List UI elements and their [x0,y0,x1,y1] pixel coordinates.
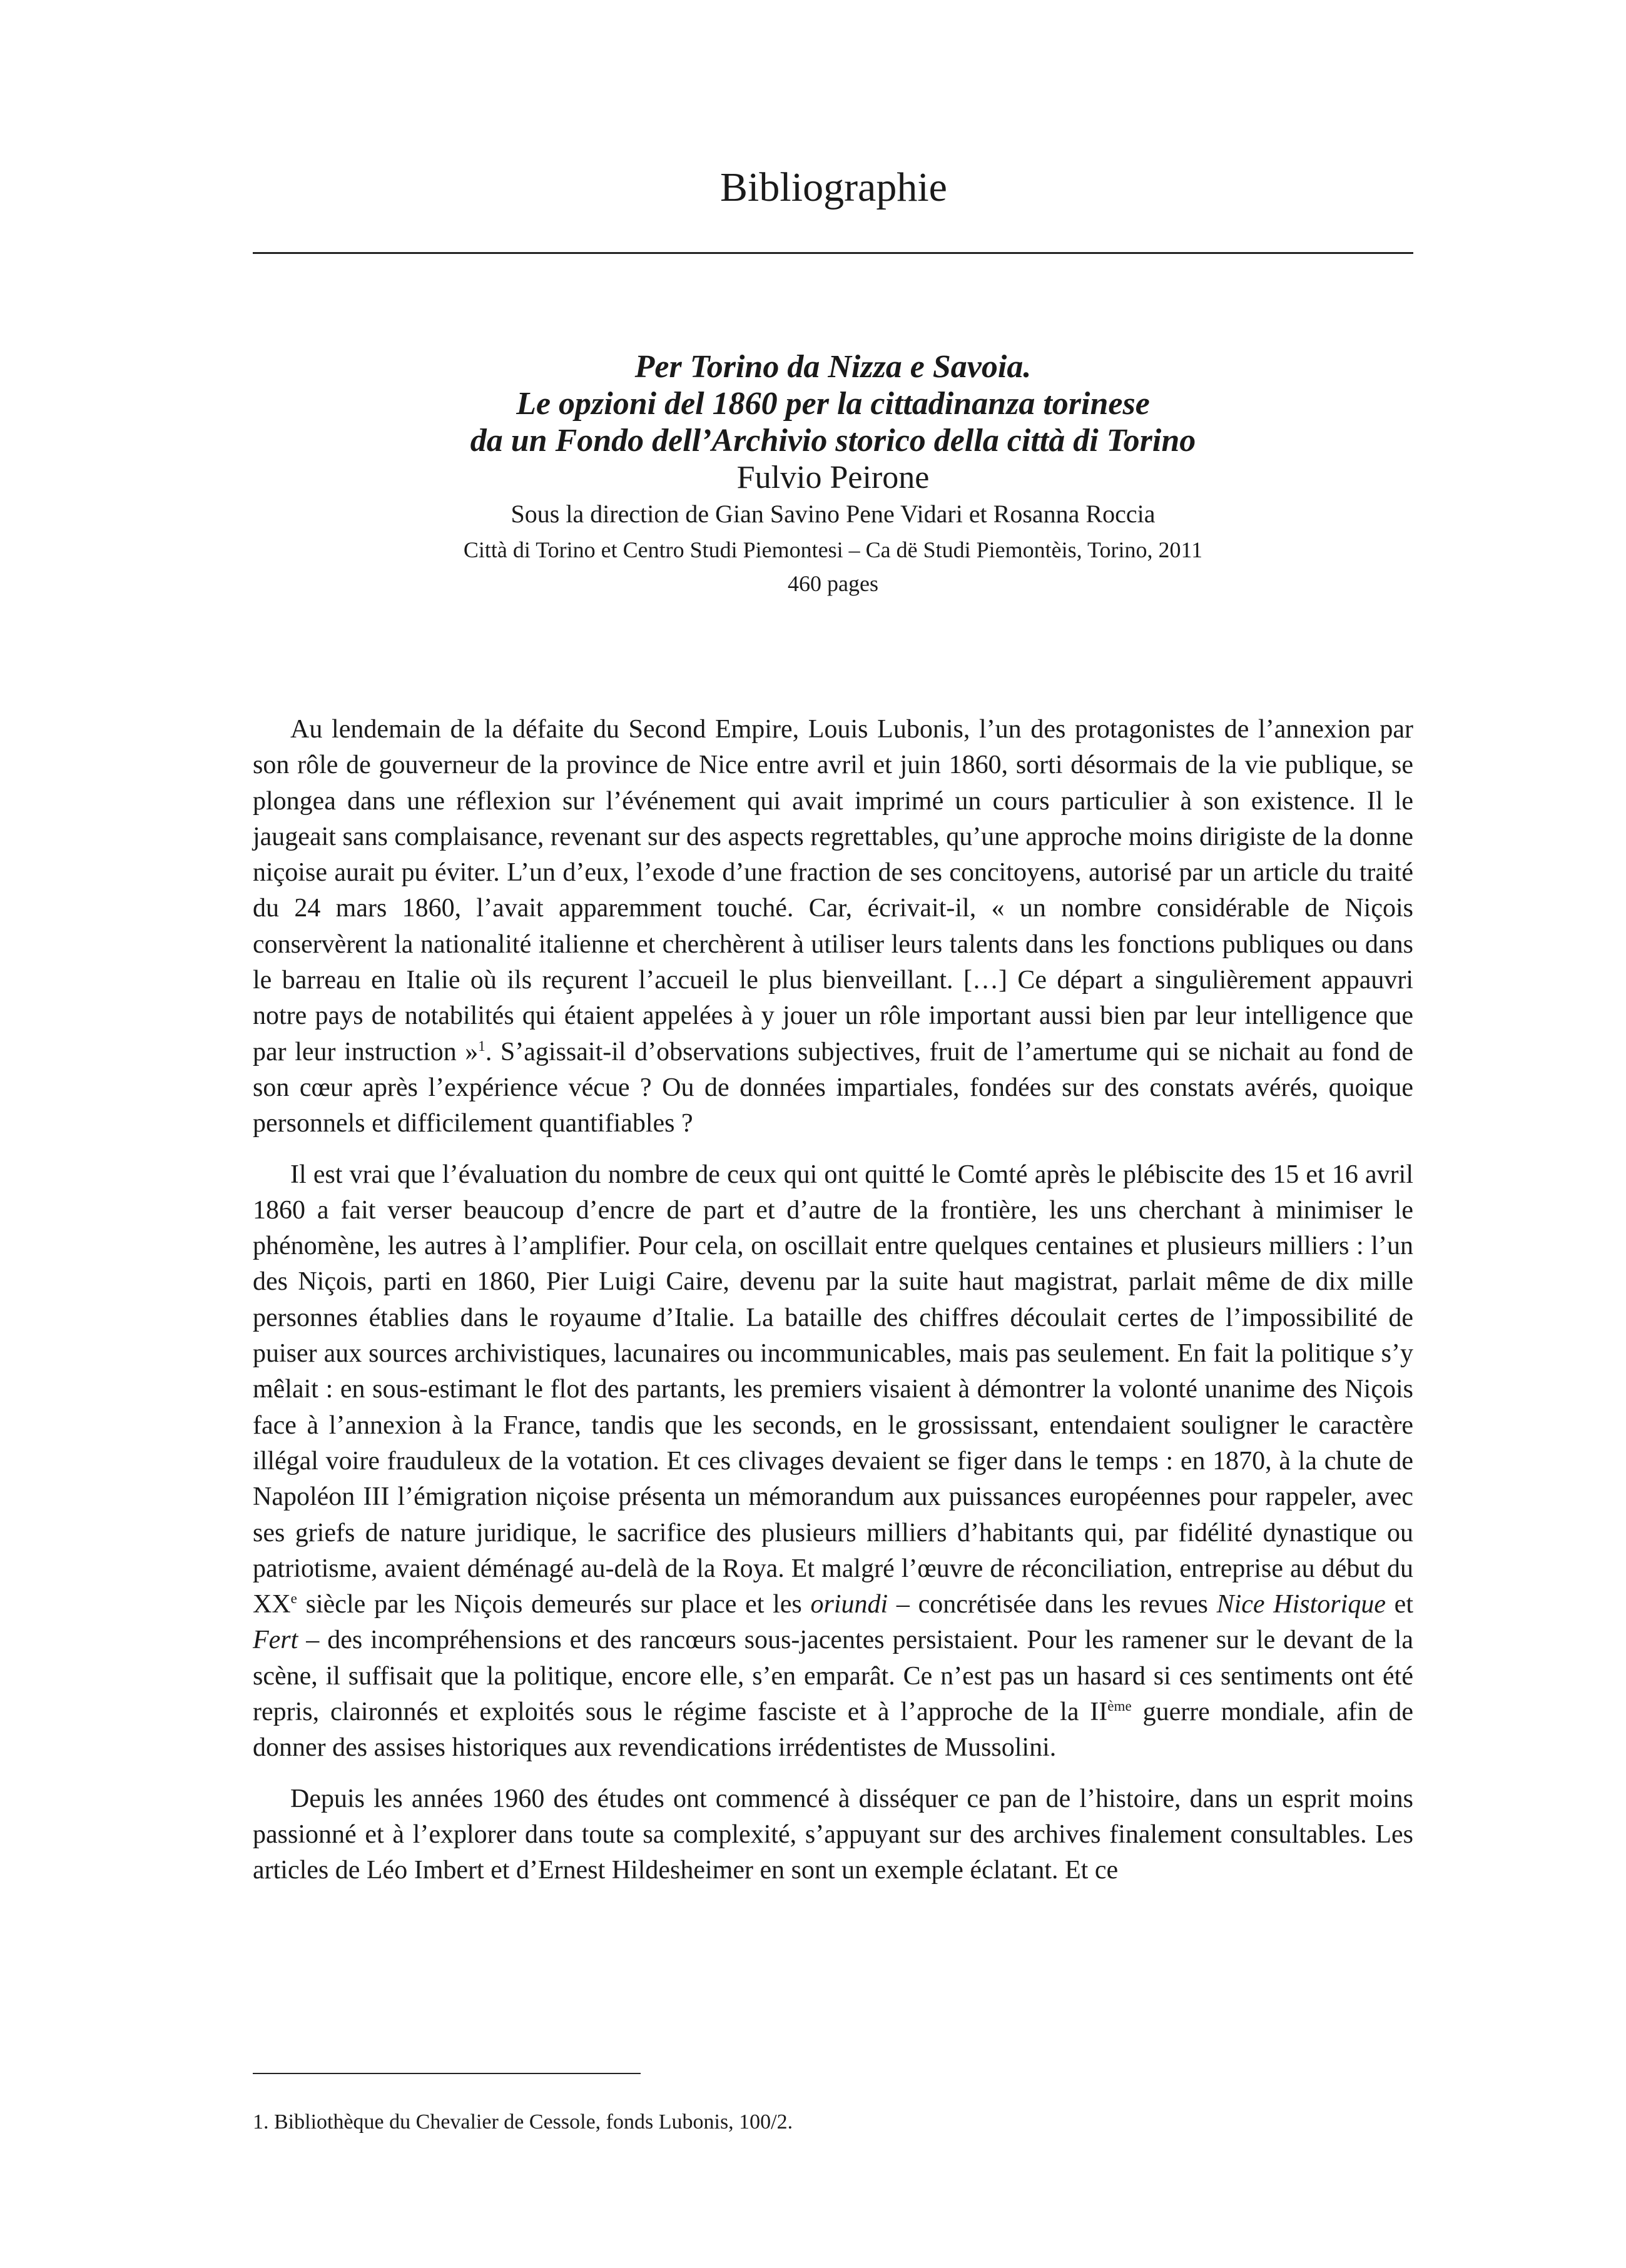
italic-journal-fert: Fert [253,1626,298,1655]
footnote-reference: 1 [478,1037,485,1054]
footnote: 1. Bibliothèque du Chevalier de Cessole, fonds Lubonis, 100/2. [253,2110,793,2134]
book-title-line-2: Le opzioni del 1860 per la cittadinanza torinese [516,386,1150,422]
italic-term-oriundi: oriundi [810,1590,888,1619]
paragraph-2-text-e: – des incompréhensions et des rancœurs sous-jacentes persistaient. Pour les ramener sur le devant de la scène, il suffisait que la politique, encore elle, s’en emparât. Ce n’est pas un hasard si ces sentiments ont été repris, claironnés et exploités sous le régime fasciste et à l’approche de la II [253,1626,1413,1727]
paragraph-2-text-c: – concrétisée dans les revues [888,1590,1217,1619]
paragraph-2-text-d: et [1385,1590,1413,1619]
italic-journal-nice-historique: Nice Historique [1216,1590,1386,1619]
paragraph-1 [253,712,1413,1142]
footnote-divider [253,2073,641,2074]
book-direction: Sous la direction de Gian Savino Pene Vidari et Rosanna Roccia [511,500,1156,528]
book-page-count: 460 pages [788,571,878,596]
book-author: Fulvio Peirone [736,460,930,495]
book-title-line-3: da un Fondo dell’Archivio storico della città di Torino [470,423,1196,458]
ordinal-superscript: ème [1107,1698,1132,1714]
book-title-line-1: Per Torino da Nizza e Savoia. [634,349,1032,385]
paragraph-1-text-cont: . S’agissait-il d’observations subjectives, fruit de l’amertume qui se nichait au fond de son cœur après l’expérience vécue ? Ou de données impartiales, fondées sur des constats avérés, quoique personnels et difficilement quantifiables ? [253,1037,1413,1138]
century-superscript: e [290,1590,297,1607]
book-publisher: Città di Torino et Centro Studi Piemontesi – Ca dë Studi Piemontèis, Torino, 2011 [463,537,1203,562]
book-reference [253,348,1413,599]
section-title: Bibliographie [720,165,947,210]
paragraph-2-text-f: guerre mondiale, afin de donner des assises historiques aux revendications irrédentistes de Mussolini. [253,1698,1414,1763]
paragraph-1-text: Au lendemain de la défaite du Second Empire, Louis Lubonis, l’un des protagonistes de l’annexion par son rôle de gouverneur de la province de Nice entre avril et juin 1860, sorti désormais de la vie publique, se plongea dans une réflexion sur l’événement qui avait imprimé un cours particulier à son existence. Il le jaugeait sans complaisance, revenant sur des aspects regrettables, qu’une approche moins dirigiste de la donne niçoise aurait pu éviter. L’un d’eux, l’exode d’une fraction de ses concitoyens, autorisé par un article du traité du 24 mars 1860, l’avait apparemment touché. Car, écrivait-il, « un nombre considérable de Niçois conservèrent la nationalité italienne et cherchèrent à utiliser leurs talents dans les fonctions publiques ou dans le barreau en Italie où ils reçurent l’accueil le plus bienveillant. […] Ce départ a singulièrement appauvri notre pays de notabilités qui étaient appelées à y jouer un rôle important aussi bien par leur intelligence que par leur instruction » [253,715,1413,1066]
paragraph-2 [253,1157,1413,1766]
paragraph-3: Depuis les années 1960 des études ont commencé à disséquer ce pan de l’histoire, dans un esprit moins passionné et à l’explorer dans toute sa complexité, s’appuyant sur des archives finalement consultables. Les articles de Léo Imbert et d’Ernest Hildesheimer en sont un exemple éclatant. Et ce [253,1784,1413,1885]
review-body [253,712,1413,1904]
title-divider [253,252,1413,254]
paragraph-2-text-b: siècle par les Niçois demeurés sur place et les [297,1590,811,1619]
paragraph-2-text: Il est vrai que l’évaluation du nombre de ceux qui ont quitté le Comté après le plébiscite des 15 et 16 avril 1860 a fait verser beaucoup d’encre de part et d’autre de la frontière, les uns cherchant à minimiser le phénomène, les autres à l’amplifier. Pour cela, on oscillait entre quelques centaines et plusieurs milliers : l’un des Niçois, parti en 1860, Pier Luigi Caire, devenu par la suite haut magistrat, parlait même de dix mille personnes établies dans le royaume d’Italie. La bataille des chiffres découlait certes de l’impossibilité de puiser aux sources archivistiques, lacunaires ou incommunicables, mais pas seulement. En fait la politique s’y mêlait : en sous-estimant le flot des partants, les premiers visaient à démontrer la volonté unanime des Niçois face à l’annexion à la France, tandis que les seconds, en le grossissant, entendaient souligner le caractère illégal voire frauduleux de la votation. Et ces clivages devaient se figer dans le temps : en 1870, à la chute de Napoléon III l’émigration niçoise présenta un mémorandum aux puissances européennes pour rappeler, avec ses griefs de nature juridique, le sacrifice des plusieurs milliers d’habitants qui, par fidélité dynastique ou patriotisme, avaient déménagé au-delà de la Roya. Et malgré l’œuvre de réconciliation, entreprise au début du XX [253,1160,1413,1619]
